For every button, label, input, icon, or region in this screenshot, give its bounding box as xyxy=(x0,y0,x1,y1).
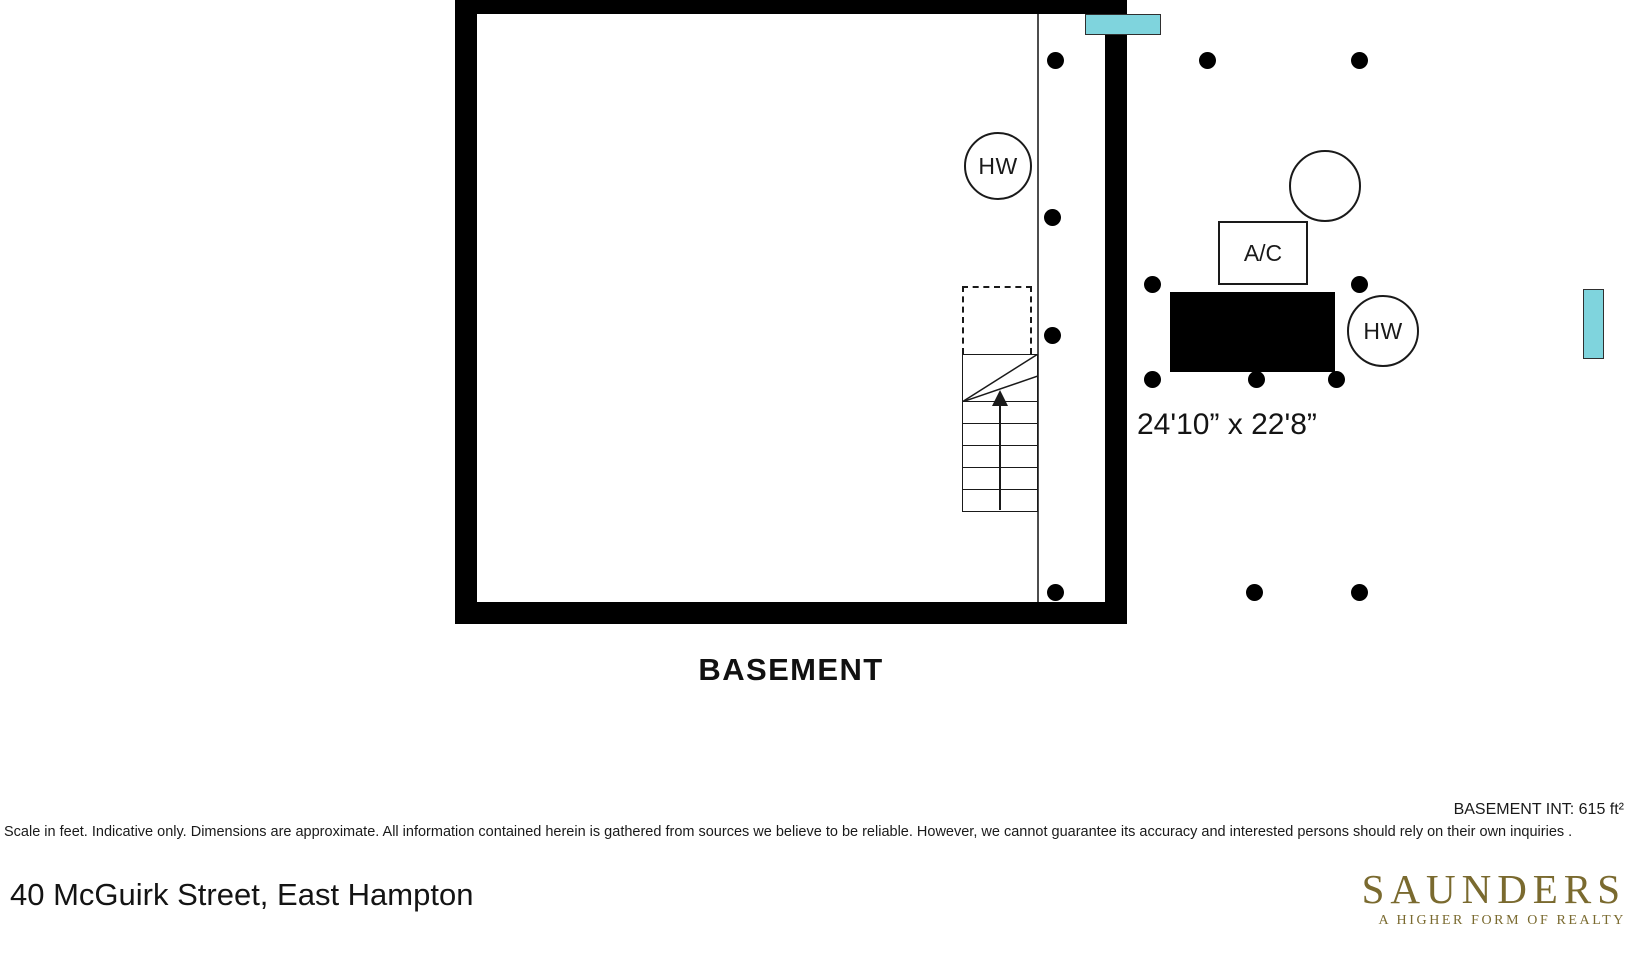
room-dimension-label: 24'10” x 22'8” xyxy=(1137,408,1317,441)
window-icon-top xyxy=(1085,14,1161,35)
tank-circle-icon xyxy=(1289,150,1361,222)
up-arrow-icon xyxy=(992,390,1008,406)
disclaimer-text: Scale in feet. Indicative only. Dimensions are approximate. All information contained herein is gathered from sources we believe to be reliable. However, we cannot guarantee its accuracy and interested persons should rely on their own inquiries . xyxy=(4,824,1573,840)
brand-name: SAUNDERS xyxy=(1361,866,1626,912)
staircase xyxy=(962,286,1042,514)
water-heater-right xyxy=(1347,295,1419,367)
support-post-icon xyxy=(1351,52,1368,69)
support-post-icon xyxy=(1351,276,1368,293)
water-heater-left xyxy=(964,132,1032,200)
brand-logo xyxy=(1362,868,1626,929)
support-post-icon xyxy=(1248,371,1265,388)
support-post-icon xyxy=(1144,371,1161,388)
exterior-wall xyxy=(455,0,1403,624)
stair-direction-line xyxy=(999,404,1001,510)
ac-unit xyxy=(1218,221,1308,285)
support-post-icon xyxy=(1144,276,1161,293)
brand-tagline: A HIGHER FORM OF REALTY xyxy=(1378,913,1626,929)
equipment-block-icon xyxy=(1170,292,1335,372)
support-post-icon xyxy=(1246,584,1263,601)
support-post-icon xyxy=(1199,52,1216,69)
stair-landing-dashed xyxy=(962,286,1032,354)
support-post-icon xyxy=(1044,209,1061,226)
hw-label-left: HW xyxy=(978,152,1018,179)
window-icon-right xyxy=(1583,289,1604,359)
support-post-icon xyxy=(1047,52,1064,69)
support-post-icon xyxy=(1328,371,1345,388)
basement-room xyxy=(477,14,1403,602)
support-post-icon xyxy=(1047,584,1064,601)
hw-label-right: HW xyxy=(1363,317,1403,344)
property-address: 40 McGuirk Street, East Hampton xyxy=(10,877,474,912)
interior-area-label: BASEMENT INT: 615 ft² xyxy=(1453,801,1624,818)
ac-label: A/C xyxy=(1243,239,1283,266)
support-post-icon xyxy=(1044,327,1061,344)
support-post-icon xyxy=(1351,584,1368,601)
plan-title: BASEMENT xyxy=(698,652,884,687)
